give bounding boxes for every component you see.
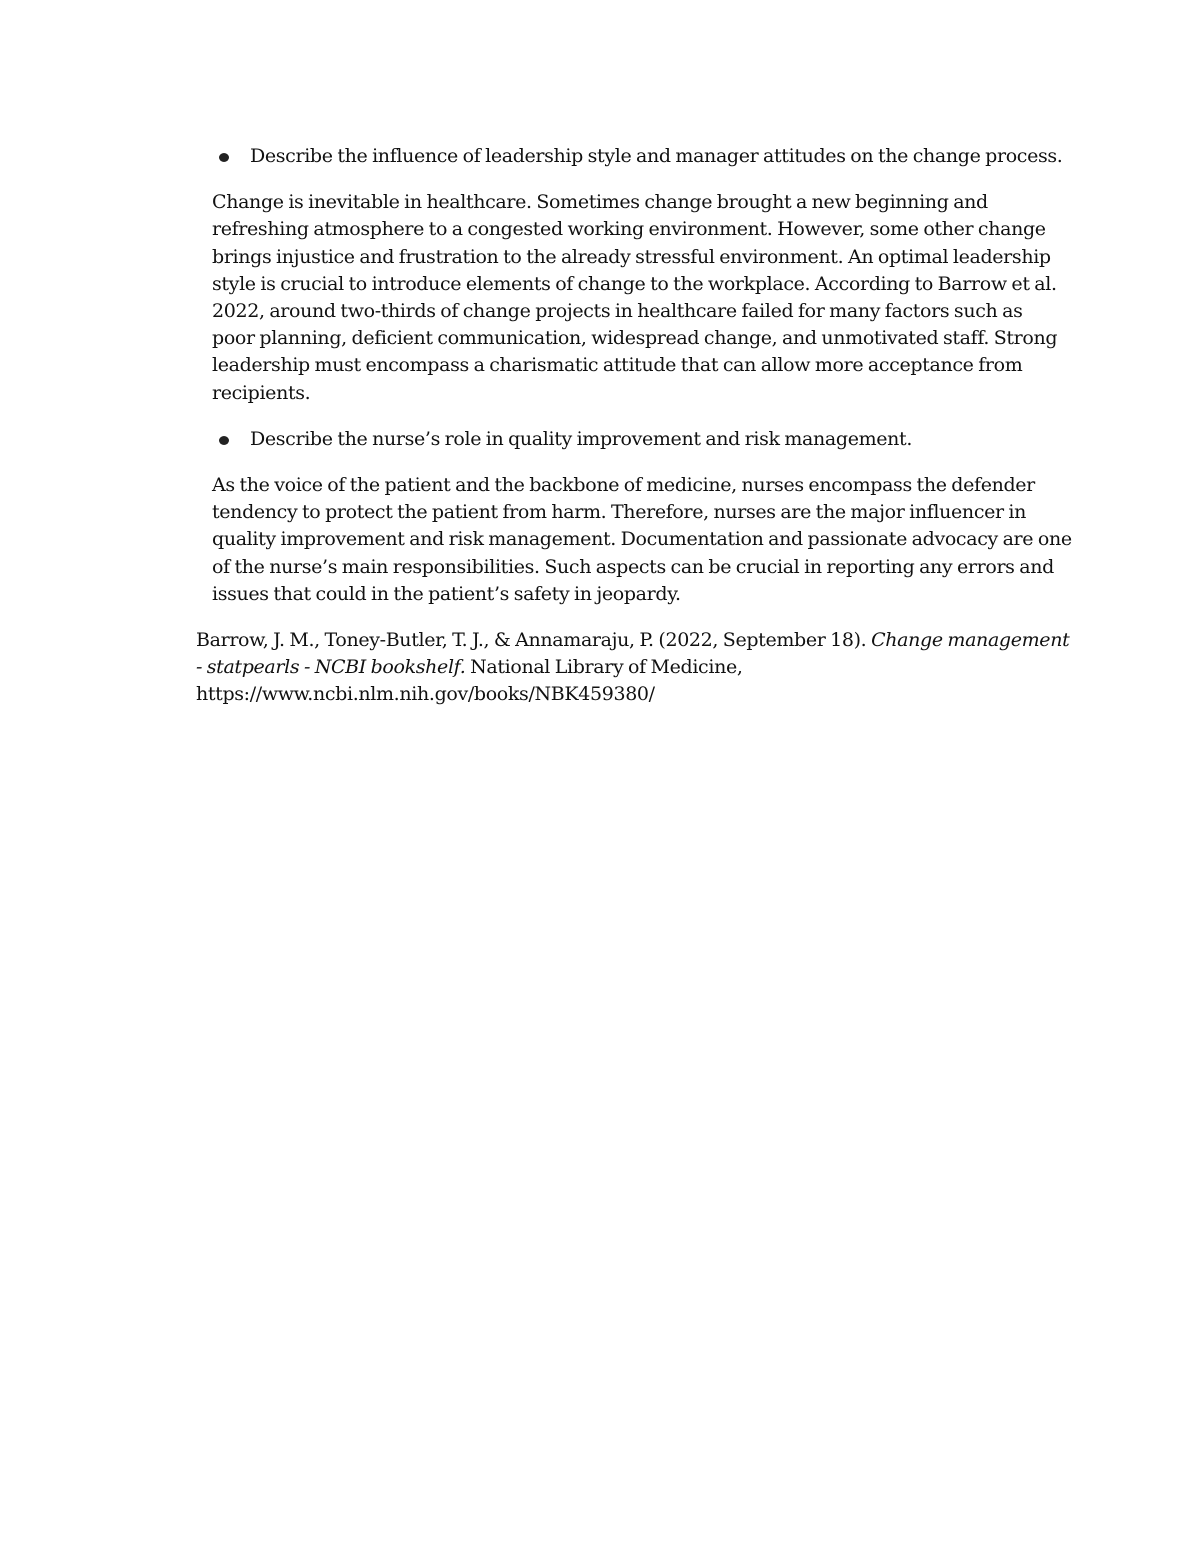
bullet-item-nurse-role (250, 426, 1076, 453)
reference-authors: Barrow, J. M., Toney-Butler, T. J., & Annamaraju, P. (2022, September 18). (196, 629, 867, 652)
reference-citation (196, 627, 1076, 709)
paragraph-leadership: Change is inevitable in healthcare. Sometimes change brought a new beginning and refreshing atmosphere to a congested working environment. However, some other change brings injustice and frustration to the already stressful environment. An optimal leadership style is crucial to introduce elements of change to the workplace. According to Barrow et al. 2022, around two-thirds of change projects in healthcare failed for many factors such as poor planning, deficient communication, widespread change, and unmotivated staff. Strong leadership must encompass a charismatic attitude that can allow more acceptance from recipients. (212, 191, 1058, 404)
document-body (196, 143, 1076, 728)
paragraph-nurse-role: As the voice of the patient and the backbone of medicine, nurses encompass the defender tendency to protect the patient from harm. Therefore, nurses are the major influencer in quality improvement and risk management. Documentation and passionate advocacy are one of the nurse’s main responsibilities. Such aspects can be crucial in reporting any errors and issues that could in the patient’s safety in jeopardy. (212, 474, 1072, 605)
reference-url: https://www.ncbi.nlm.nih.gov/books/NBK459380/ (196, 683, 655, 706)
reference-title: Change management - statpearls - NCBI bookshelf. (196, 629, 1070, 679)
bullet-text: Describe the influence of leadership style and manager attitudes on the change process. (250, 145, 1063, 167)
bullet-icon (219, 436, 229, 445)
bullet-text: Describe the nurse’s role in quality improvement and risk management. (250, 427, 913, 450)
bullet-icon (219, 153, 229, 162)
bullet-item-leadership (250, 143, 1076, 170)
reference-publisher: National Library of Medicine, (470, 656, 743, 679)
